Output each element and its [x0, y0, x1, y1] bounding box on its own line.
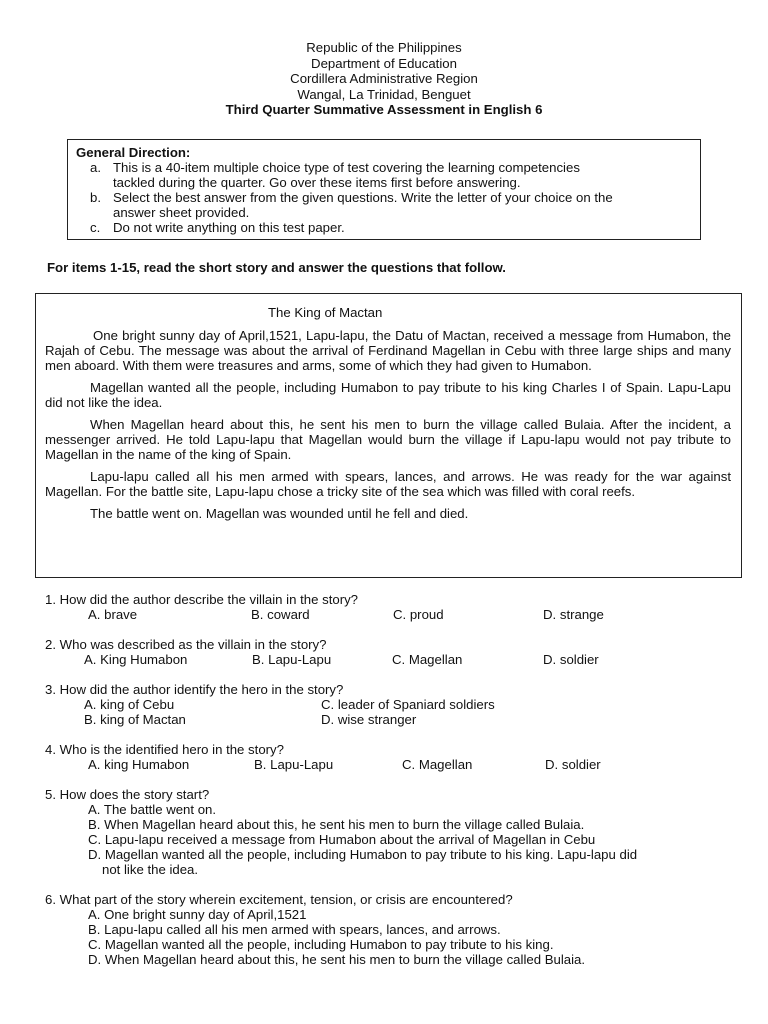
direction-item-a: [76, 160, 692, 190]
option-d: D. strange: [543, 607, 604, 622]
header-line-department: Department of Education: [311, 55, 457, 71]
question-stem: 4. Who is the identified hero in the story?: [45, 742, 284, 757]
option-b: B. coward: [251, 607, 310, 622]
question-5: [45, 787, 745, 877]
direction-line: Select the best answer from the given questions. Write the letter of your choice on the: [113, 190, 613, 205]
general-directions-box: [67, 139, 701, 240]
option-b: B. When Magellan heard about this, he sent his men to burn the village called Bulaia.: [88, 817, 585, 832]
question-2: [45, 637, 745, 667]
document-header: [0, 40, 768, 118]
direction-text: [113, 220, 692, 235]
direction-line: tackled during the quarter. Go over these items first before answering.: [113, 175, 521, 190]
document-title: Third Quarter Summative Assessment in English 6: [225, 102, 543, 117]
question-stem: 5. How does the story start?: [45, 787, 210, 802]
option-d: D. When Magellan heard about this, he sent his men to burn the village called Bulaia.: [88, 952, 586, 967]
options-list: [88, 802, 745, 877]
option-c: C. proud: [393, 607, 444, 622]
direction-line: answer sheet provided.: [113, 205, 250, 220]
options-list: [88, 907, 745, 967]
option-c: C. Magellan wanted all the people, including Humabon to pay tribute to his king.: [88, 937, 554, 952]
option-a: A. king Humabon: [88, 757, 190, 772]
question-stem: 1. How did the author describe the villain in the story?: [45, 592, 359, 607]
option-b: B. king of Mactan: [84, 712, 186, 727]
options-row: [45, 697, 745, 712]
direction-text: [113, 190, 692, 220]
option-d: D. soldier: [545, 757, 601, 772]
direction-line: This is a 40-item multiple choice type of test covering the learning competencies: [113, 160, 580, 175]
story-paragraph: One bright sunny day of April,1521, Lapu-lapu, the Datu of Mactan, received a message from Humabon, the Rajah of Cebu. The message was about the arrival of Ferdinand Magellan in Cebu with three large ships and many men aboard. With them were treasures and arms, some of which they had given to Humabon.: [45, 328, 731, 373]
option-c: C. Magellan: [402, 757, 473, 772]
option-d-continued: not like the idea.: [102, 862, 199, 877]
options-row: [45, 607, 745, 622]
question-stem: 2. Who was described as the villain in the story?: [45, 637, 327, 652]
option-d: D. wise stranger: [321, 712, 417, 727]
option-a: A. brave: [88, 607, 138, 622]
story-paragraph: Lapu-lapu called all his men armed with spears, lances, and arrows. He was ready for the war against Magellan. For the battle site, Lapu-lapu chose a tricky site of the sea which was filled with coral reefs.: [45, 469, 731, 499]
option-a: A. One bright sunny day of April,1521: [88, 907, 307, 922]
question-1: [45, 592, 745, 622]
question-4: [45, 742, 745, 772]
direction-text: [113, 160, 692, 190]
header-line-location: Wangal, La Trinidad, Benguet: [297, 86, 471, 102]
story-instruction: For items 1-15, read the short story and answer the questions that follow.: [47, 260, 506, 275]
option-c: C. Lapu-lapu received a message from Humabon about the arrival of Magellan in Cebu: [88, 832, 596, 847]
story-paragraph: The battle went on. Magellan was wounded until he fell and died.: [90, 506, 469, 521]
direction-line: Do not write anything on this test paper.: [113, 220, 345, 235]
options-row: [45, 652, 745, 667]
story-box: [35, 293, 742, 578]
question-3: [45, 682, 745, 727]
option-a: A. king of Cebu: [84, 697, 175, 712]
question-stem: 6. What part of the story wherein excitement, tension, or crisis are encountered?: [45, 892, 513, 907]
option-b: B. Lapu-Lapu: [252, 652, 332, 667]
option-d: D. soldier: [543, 652, 599, 667]
direction-letter: b.: [90, 190, 101, 205]
story-paragraph: Magellan wanted all the people, including Humabon to pay tribute to his king Charles I of Spain. Lapu-Lapu did not like the idea.: [45, 380, 731, 410]
story-paragraph: When Magellan heard about this, he sent his men to burn the village called Bulaia. After the incident, a messenger arrived. He told Lapu-lapu that Magellan would burn the village if Lapu-lapu would not pay tribute to Magellan in the name of the king of Spain.: [45, 417, 731, 462]
options-row: [45, 757, 745, 772]
option-c: C. leader of Spaniard soldiers: [321, 697, 495, 712]
header-line-republic: Republic of the Philippines: [306, 40, 462, 55]
direction-letter: c.: [90, 220, 101, 235]
option-d: D. Magellan wanted all the people, including Humabon to pay tribute to his king. Lapu-lapu did: [88, 847, 638, 862]
option-b: B. Lapu-Lapu: [254, 757, 334, 772]
question-stem: 3. How did the author identify the hero in the story?: [45, 682, 344, 697]
direction-item-c: [76, 220, 692, 235]
option-a: A. King Humabon: [84, 652, 188, 667]
header-line-region: Cordillera Administrative Region: [290, 71, 478, 86]
story-title: The King of Mactan: [268, 305, 383, 320]
option-c: C. Magellan: [392, 652, 463, 667]
questions-section: [45, 592, 745, 982]
options-row: [45, 712, 745, 727]
question-6: [45, 892, 745, 967]
option-b: B. Lapu-lapu called all his men armed with spears, lances, and arrows.: [88, 922, 501, 937]
direction-letter: a.: [90, 160, 101, 175]
directions-title: General Direction:: [76, 145, 191, 160]
direction-item-b: [76, 190, 692, 220]
option-a: A. The battle went on.: [88, 802, 217, 817]
